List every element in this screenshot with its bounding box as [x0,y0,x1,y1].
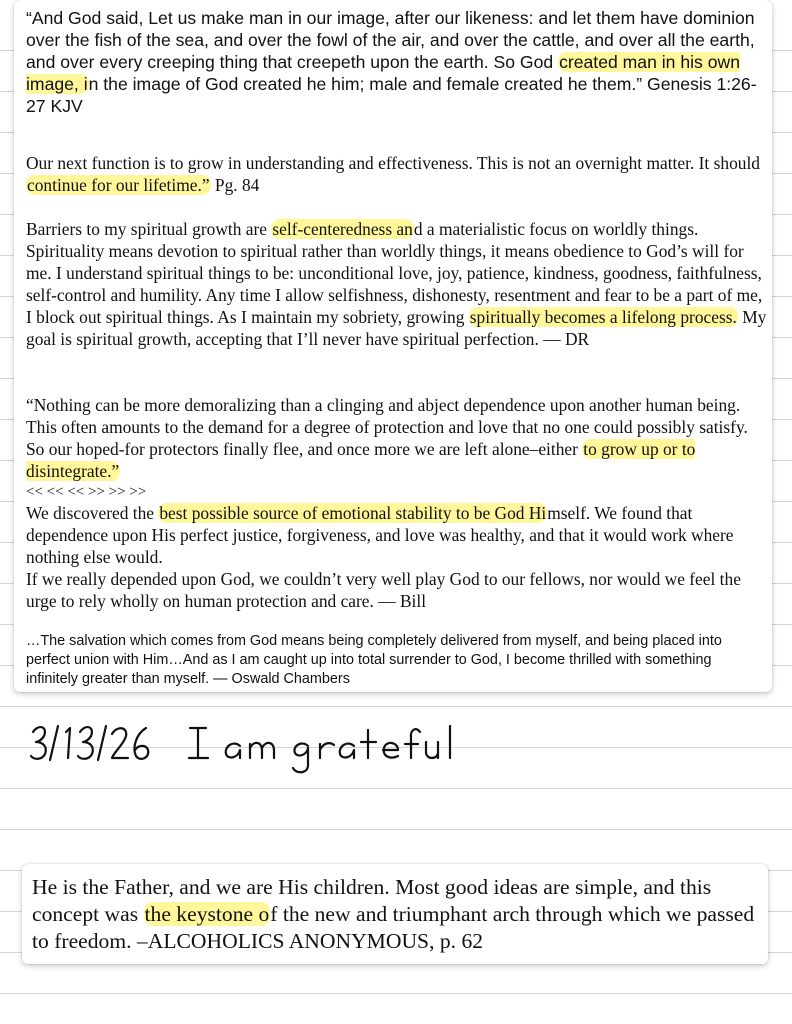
quote-card [22,864,768,964]
handwritten-journal-entry [28,718,478,778]
highlight: spiritually becomes a lifelong process. [469,307,737,327]
father-quote: He is the Father, and we are His children. Most good ideas are simple, and this concept was the keystone of the new and triumphant arch through which we passed to freedom. –ALCOHOLICS ANONYMOUS, p. 62 [32,875,755,953]
highlight: continue for our lifetime.” [27,175,210,195]
genesis-quote: “And God said, Let us make man in our image, after our likeness: and let them have dominion over the fish of the sea, and over the fowl of the air, and over the cattle, and over all the earth, and over every creeping thing that creepeth upon the earth. So God created man in his own image, in the image of God created he him; male and female created he them.” Genesis 1:26-27 KJV [26,8,757,116]
function-paragraph: Our next function is to grow in understanding and effectiveness. This is not an overnight matter. It should continue for our lifetime.” Pg. 84 [26,153,760,195]
discovered-paragraph: We discovered the best possible source of emotional stability to be God Himself. We found that dependence upon His perfect justice, forgiveness, and love was healthy, and that it would work where nothing else would. [26,503,734,567]
highlight: self-centeredness an [272,219,413,239]
reading-card [14,0,772,692]
highlight: the keystone o [144,902,270,926]
highlight: best possible source of emotional stability to be God Hi [159,503,547,523]
chambers-quote: …The salvation which comes from God means being completely delivered from myself, and being placed into perfect union with Him…And as I am caught up into total surrender to God, I become thrilled with something infinitely greater than myself. — Oswald Chambers [26,633,722,687]
nothing-quote: “Nothing can be more demoralizing than a clinging and abject dependence upon another human being. This often amounts to the demand for a degree of protection and love that no one could possibly satisfy. So our hoped-for protectors finally flee, and once more we are left alone–either to grow up or to disintegrate.” [26,395,748,481]
section-divider: << << << >> >> >> [26,484,147,500]
highlight: created man in his own image, i [26,52,740,94]
handwriting-drawing [28,718,478,778]
barriers-paragraph: Barriers to my spiritual growth are self-centeredness and a materialistic focus on worldly things. Spirituality means devotion to spiritual rather than worldly things, it means obedience to God’s will for me. I understand spiritual things to be: unconditional love, joy, patience, kindness, goodness, faithfulness, self-control and humility. Any time I allow selfishness, dishonesty, resentment and fear to be a part of me, I block out spiritual things. As I maintain my sobriety, growing spiritually becomes a lifelong process. My goal is spiritual growth, accepting that I’ll never have spiritual perfection. — DR [26,219,767,349]
depended-paragraph: If we really depended upon God, we couldn’t very well play God to our fellows, nor would we feel the urge to rely wholly on human protection and care. — Bill [26,569,741,611]
highlight: to grow up or to disintegrate.” [26,439,696,481]
